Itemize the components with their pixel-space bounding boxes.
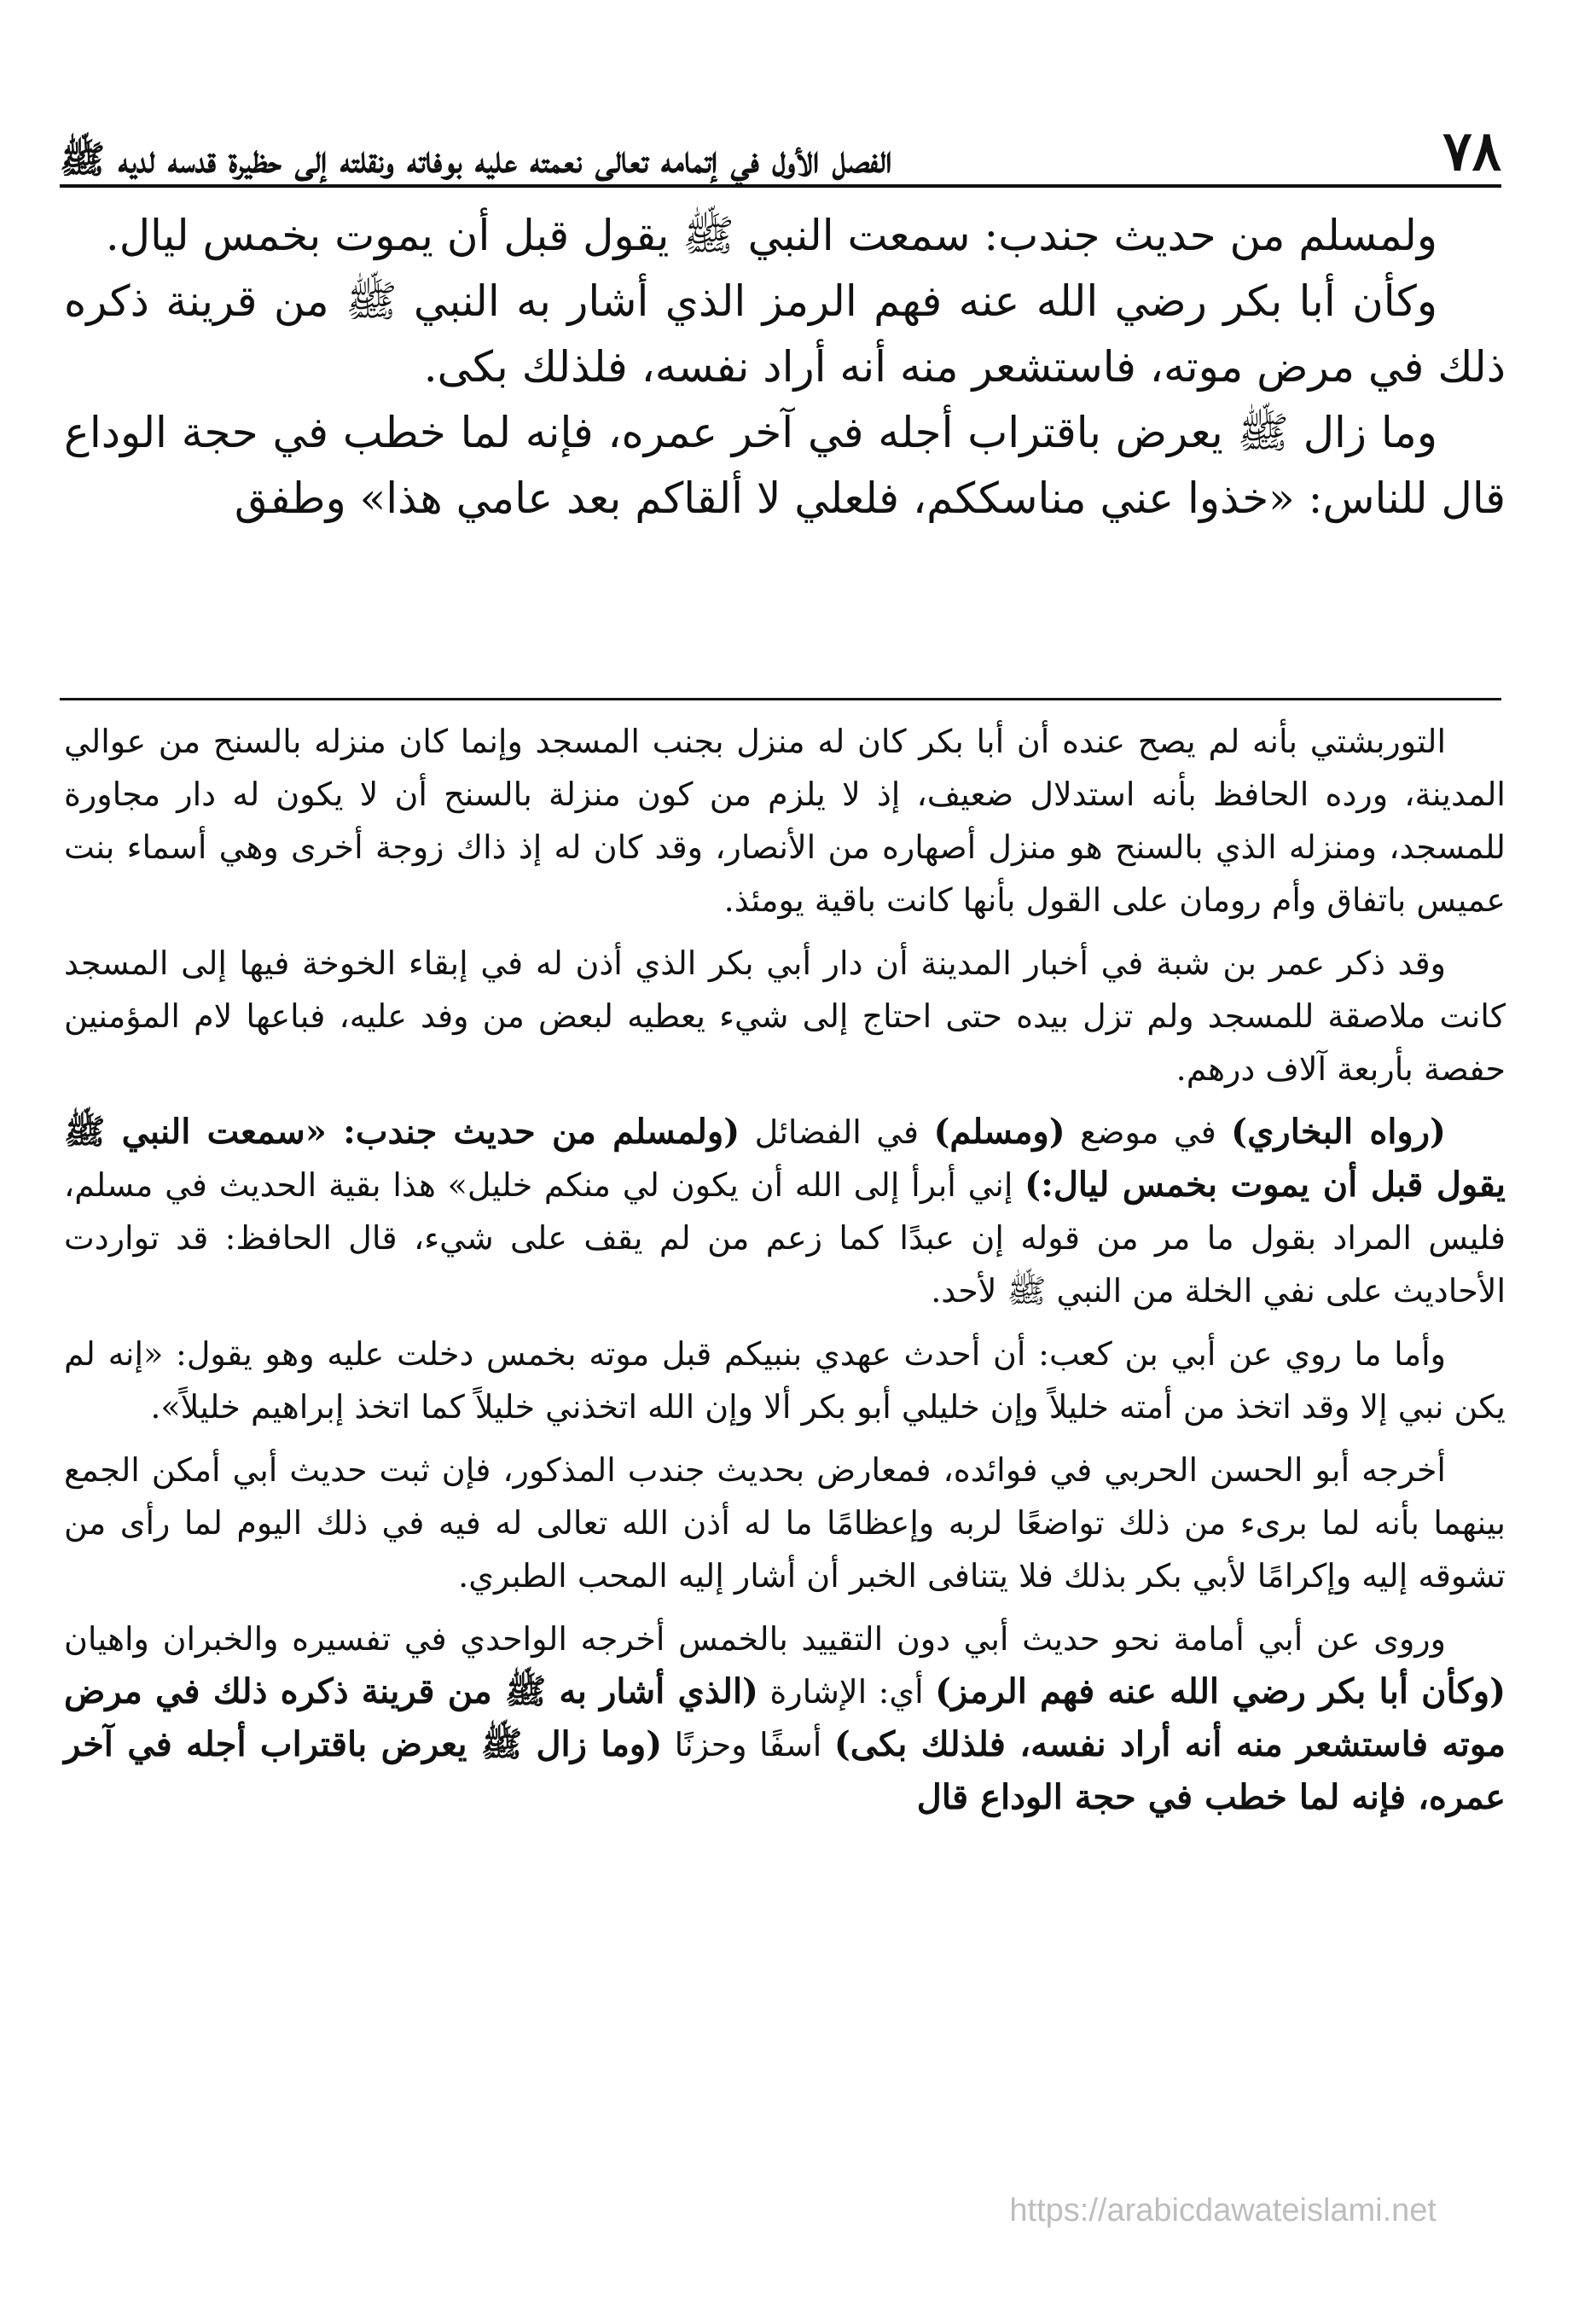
quoted-text: (وكأن أبا بكر رضي الله عنه فهم الرمز) [935,1671,1506,1711]
commentary-paragraph [64,1612,1506,1824]
commentary-paragraph: وقد ذكر عمر بن شبة في أخبار المدينة أن دار أبي بكر الذي أذن له في إبقاء الخوخة فيها إلى المسجد كانت ملاصقة للمسجد ولم تزل بيده حتى احتاج إلى شيء يعطيه لبعض من وفد عليه، فباعها لام المؤمنين حفصة بأربعة آلاف درهم. [64,944,1506,1088]
quoted-text: (ولمسلم من حديث جندب: «سمعت النبي ﷺ يقول قبل أن يموت بخمس ليال:) [64,1112,1506,1205]
commentary-paragraph [64,1106,1506,1317]
quoted-text: (الذي أشار به ﷺ من قرينة ذكره ذلك في مرض موته فاستشعر منه أنه أراد نفسه، فلذلك بكى) [64,1671,1506,1764]
commentary-text-span: في الفضائل [740,1113,934,1151]
main-paragraph: وكأن أبا بكر رضي الله عنه فهم الرمز الذي أشار به النبي ﷺ من قرينة ذكره ذلك في مرض موته، فاستشعر منه أنه أراد نفسه، فلذلك بكى. [64,276,1506,392]
header-rule [60,184,1501,188]
commentary-paragraph: وأما ما روي عن أبي بن كعب: أن أحدث عهدي بنبيكم قبل موته بخمس دخلت عليه وهو يقول: «إنه لم يكن نبي إلا وقد اتخذ من أمته خليلاً وإن خليلي أبو بكر ألا وإن الله اتخذني خليلاً كما اتخذ إبراهيم خليلاً». [64,1335,1506,1426]
page-header [60,102,1501,183]
main-paragraph: وما زال ﷺ يعرض باقتراب أجله في آخر عمره، فإنه لما خطب في حجة الوداع قال للناس: «خذوا عني مناسككم، فلعلي لا ألقاكم بعد عامي هذا» وطفق [64,408,1506,523]
commentary-paragraph: التوربشتي بأنه لم يصح عنده أن أبا بكر كان له منزل بجنب المسجد وإنما كان منزله بالسنح من عوالي المدينة، ورده الحافظ بأنه استدلال ضعيف، إذ لا يلزم من كون منزلة بالسنح أن لا يكون له دار مجاورة للمسجد، ومنزله الذي بالسنح هو منزل أصهاره من الأنصار، وقد كان له إذ ذاك زوجة أخرى وهي أسماء بنت عميس باتفاق وأم رومان على القول بأنها كانت باقية يومئذ. [64,723,1506,919]
commentary-text-span: في موضع [1065,1113,1232,1151]
quoted-text: (ومسلم) [933,1112,1065,1152]
text-separator-rule [60,698,1501,700]
commentary-text-span: وروى عن أبي أمامة نحو حديث أبي دون التقييد بالخمس أخرجه الواحدي في تفسيره والخبران واهيان [64,1620,1446,1658]
main-text [64,203,1506,532]
running-title: الفصل الأول في إتمامه تعالى نعمته عليه بوفاته ونقلته إلى حظيرة قدسه لديه ﷺ [60,138,892,182]
watermark-url: https://arabicdawateislami.net [1009,2193,1437,2228]
main-paragraph: ولمسلم من حديث جندب: سمعت النبي ﷺ يقول قبل أن يموت بخمس ليال. [105,211,1437,260]
commentary-text-span: أي: الإشارة [757,1673,936,1711]
quoted-text: (وما زال ﷺ يعرض باقتراب أجله في آخر عمره، فإنه لما خطب في حجة الوداع قال [64,1724,1506,1817]
commentary-text-span: أسفًا وحزنًا [662,1726,834,1763]
page-number: ٧٨ [1442,119,1501,183]
commentary-text-span: إني أبرأ إلى الله أن يكون لي منكم خليل» هذا بقية الحديث في مسلم، فليس المراد بقول ما مر من قوله إن عبدًا كما زعم من لم يقف على شيء، قال الحافظ: قد تواردت الأحاديث على نفي الخلة من النبي ﷺ لأحد. [64,1166,1506,1310]
commentary-text [64,715,1506,1834]
quoted-text: (رواه البخاري) [1231,1112,1446,1152]
commentary-paragraph: أخرجه أبو الحسن الحربي في فوائده، فمعارض بحديث جندب المذكور، فإن ثبت حديث أبي أمكن الجمع بينهما بأنه لما برىء من ذلك تواضعًا لربه وإعظامًا ما له أذن الله تعالى له فيه في ذلك اليوم لما رأى من تشوقه إليه وإكرامًا لأبي بكر بذلك فلا يتنافى الخبر أن أشار إليه المحب الطبري. [64,1451,1506,1595]
